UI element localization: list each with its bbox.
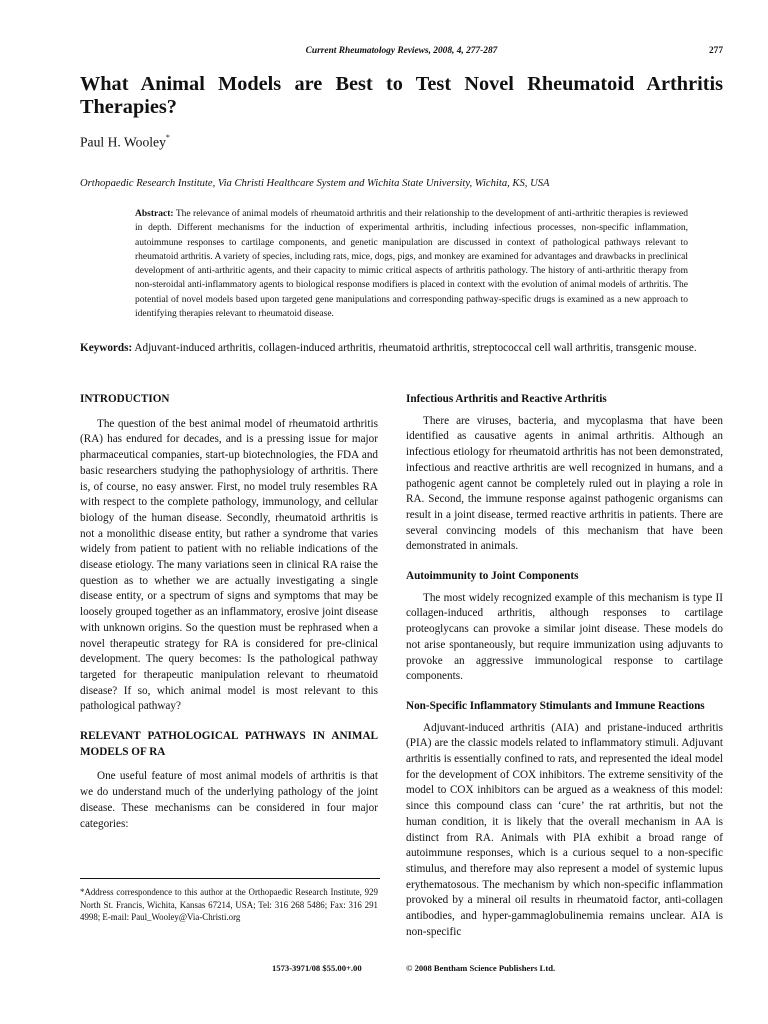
footnote-divider	[80, 878, 380, 879]
subheading-infectious-arthritis: Infectious Arthritis and Reactive Arthritis	[406, 393, 607, 405]
introduction-paragraph: The question of the best animal model of rheumatoid arthritis (RA) has endured for decades, and is a pressing issue for major pharmaceutical companies, start-up biotechnologies, the FDA and basic researchers studying the pathophysiology of arthritis. There is, of course, no easy answer. First, no model truly resembles RA with respect to the complete pathology, immunology, and cellular biology of the human disease. Secondly, rheumatoid arthritis is not a monolithic disease entity, but rather a syndrome that varies widely from patient to patient with no reliable indications of the disease etiology. The many variations seen in clinical RA raise the question as to whether we are actually investigating a single disease entity, or a spectrum of signs and symptoms that may be loosely grouped together as an inflammatory, erosive joint disease with unknown origins. So the question must be rephrased when a novel therapeutic strategy for RA is considered for pre-clinical development. The query becomes: Is the pathological pathway targeted for therapeutic manipulation relevant to rheumatoid disease? If so, which animal model is most relevant to this pathological pathway?	[80, 417, 378, 713]
article-title: What Animal Models are Best to Test Novel Rheumatoid Arthritis Therapies?	[80, 73, 723, 118]
abstract-text: The relevance of animal models of rheumatoid arthritis and their relationship to the development of anti-arthritic therapies is reviewed in depth. Different mechanisms for the induction of experimental arthritis, including infectious processes, non-specific inflammation, autoimmune responses to cartilage components, and genetic manipulation are discussed in context of pathological pathways relevant to rheumatoid arthritis. A variety of species, including rats, mice, dogs, pigs, and monkey are examined for advantages and drawbacks in preclinical development of anti-arthritic agents, and their capacity to mimic critical aspects of arthritis pathology. The history of anti-arthritic therapy from non-steroidal anti-inflammatory agents to biological response modifiers is placed in context with the evolution of animal models of arthritis. The potential of novel models based upon targeted gene manipulations and corresponding pathway-specific drugs is examined as a new approach to identifying therapies relevant to rheumatoid disease.	[135, 209, 688, 320]
keywords-label: Keywords:	[80, 342, 133, 354]
subheading-non-specific-inflammatory: Non-Specific Inflammatory Stimulants and Immune Reactions	[406, 699, 705, 712]
pathways-paragraph: One useful feature of most animal models of arthritis is that we do understand much of the underlying pathology of the joint disease. These mechanisms can be considered in four major categories:	[80, 770, 378, 830]
author-line	[80, 134, 170, 151]
abstract-label: Abstract:	[135, 209, 174, 219]
footer-issn-price: 1573-3971/08 $55.00+.00	[272, 963, 362, 973]
page-number: 277	[708, 46, 723, 56]
autoimmunity-paragraph: The most widely recognized example of this mechanism is type II collagen-induced arthritis, although responses to cartilage proteoglycans can provoke a similar joint disease. These models do not arise spontaneously, but require immunization using adjuvants to provoke an aggressive immunological response to cartilage components.	[406, 591, 723, 683]
right-column	[406, 392, 723, 955]
section-heading-introduction: INTRODUCTION	[80, 393, 170, 405]
correspondence-footnote: *Address correspondence to this author at the Orthopaedic Research Institute, 929 North St. Francis, Wichita, Kansas 67214, USA; Tel: 316 268 5486; Fax: 316 291 4998; E-mail: Paul_Wooley@Via-Christi.org	[80, 887, 378, 923]
running-head	[80, 46, 723, 60]
infectious-arthritis-paragraph: There are viruses, bacteria, and mycoplasma that have been identified as causative agents in animal arthritis. Although an infectious etiology for rheumatoid arthritis has not been demonstrated, infectious and reactive arthritis are well recognized in humans, and a pathogenic agent cannot be completely ruled out in playing a role in RA. Second, the immune response against pathogenic organisms can result in a joint disease, termed reactive arthritis in patients. There are several convincing models of this mechanism that have been demonstrated in animals.	[406, 414, 723, 553]
non-specific-inflammatory-paragraph: Adjuvant-induced arthritis (AIA) and pristane-induced arthritis (PIA) are the classic models related to inflammatory stimuli. Adjuvant arthritis is essentially confined to rats, and represented the ideal model for the development of COX inhibitors. The extreme sensitivity of the model to COX inhibitors can be argued as a weakness of this model: since this compound class can ‘cure’ the rat arthritis, but not the human condition, it is likely that the overall mechanism in AA is distinct from RA. Animals with PIA exhibit a broad range of autoimmune responses, which is a curious sequel to a non-specific stimulus, and therefore may also represent a model of systemic lupus erythematosous. The mechanism by which non-specific inflammation provoked by a mineral oil results in rheumatoid factor, anti-collagen antibodies, and hyper-gammaglobulinemia remains unclear. AIA is non-specific	[406, 721, 723, 938]
abstract	[135, 207, 688, 321]
subheading-autoimmunity: Autoimmunity to Joint Components	[406, 570, 579, 583]
left-column	[80, 392, 378, 846]
section-heading-pathological-pathways: RELEVANT PATHOLOGICAL PATHWAYS IN ANIMAL MODELS OF RA	[80, 730, 378, 758]
journal-citation: Current Rheumatology Reviews, 2008, 4, 277-287	[305, 46, 498, 56]
footer-copyright: © 2008 Bentham Science Publishers Ltd.	[406, 963, 556, 973]
keywords-text: Adjuvant-induced arthritis, collagen-induced arthritis, rheumatoid arthritis, streptococcal cell wall arthritis, transgenic mouse.	[134, 342, 697, 354]
author-footnote-mark: *	[165, 133, 170, 142]
author-name: Paul H. Wooley	[80, 134, 166, 150]
keywords	[80, 341, 723, 357]
author-affiliation: Orthopaedic Research Institute, Via Christi Healthcare System and Wichita State University, Wichita, KS, USA	[80, 178, 550, 189]
